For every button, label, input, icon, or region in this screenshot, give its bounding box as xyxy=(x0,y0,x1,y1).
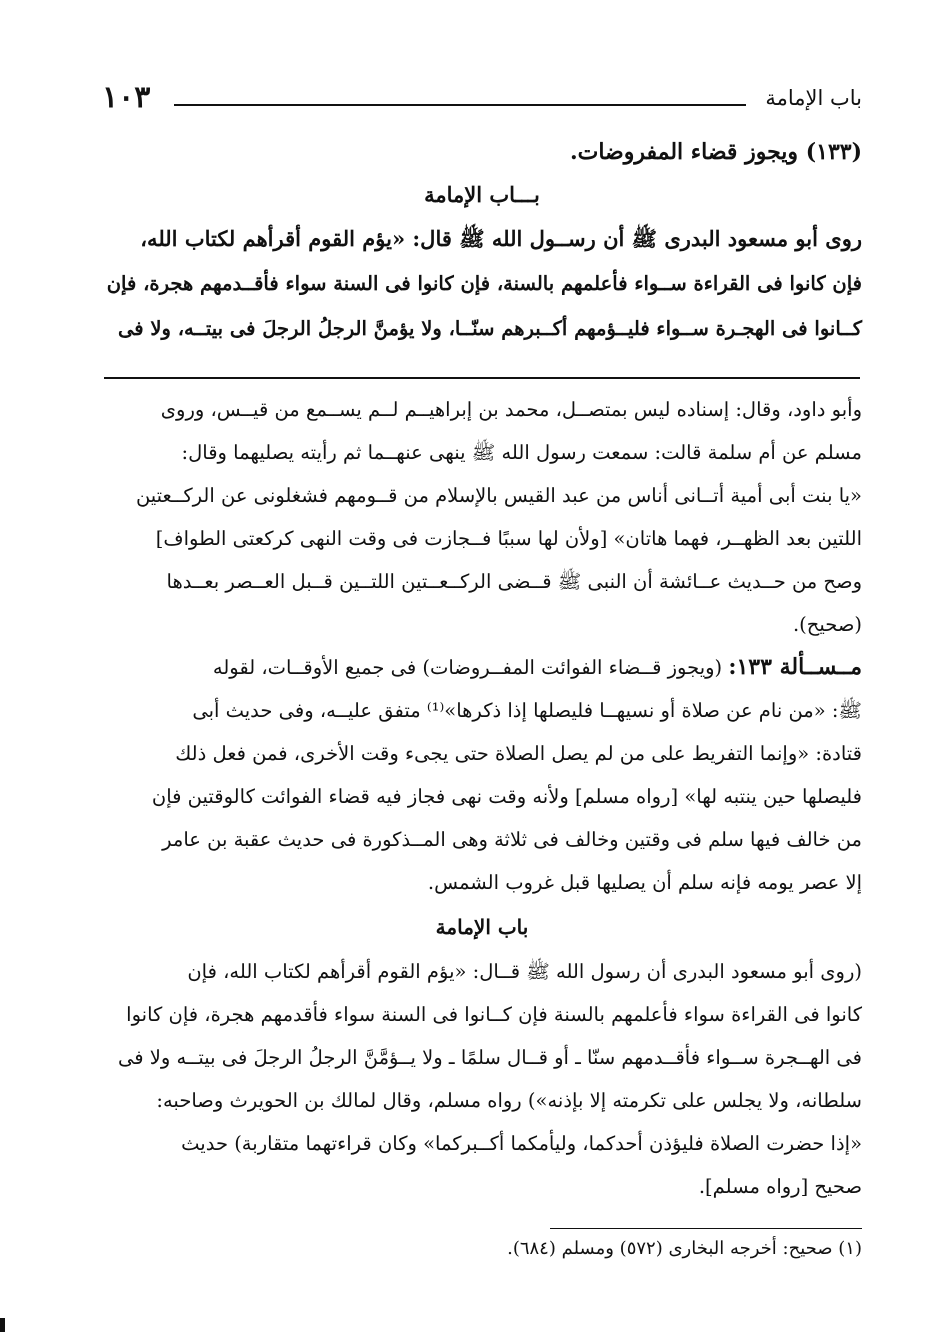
footnote: (١) صحيح: أخرجه البخارى (٥٧٢) ومسلم (٦٨٤). xyxy=(507,1238,862,1259)
matn-line: فإن كانوا فى القراءة ســواء فأعلمهم بالسنة، فإن كانوا فى السنة سواء فأقــدمهم هجرة، فإن xyxy=(106,272,862,295)
issue-label: مــســألة ١٣٣: xyxy=(728,654,862,680)
commentary-line: قتادة: «وإنما التفريط على من لم يصل الصلاة حتى يجىء وقت الأخرى، فمن فعل ذلك xyxy=(175,742,862,765)
matn-line: كــانوا فى الهجـرة ســواء فليــؤمهم أكــبرهم سنّــا، ولا يؤمنَّ الرجلُ الرجلَ فى بيتــه، ولا فى xyxy=(118,317,862,340)
commentary-line: (روى أبو مسعود البدرى أن رسول الله ﷺ قــال: «يؤم القوم أقرأهم لكتاب الله، فإن xyxy=(187,960,862,983)
commentary-line: إلا عصر يومه فإنه سلم أن يصليها قبل غروب الشمس. xyxy=(427,871,862,894)
commentary-line: مسلم عن أم سلمة قالت: سمعت رسول الله ﷺ ينهى عنهــما ثم رأيته يصليهما وقال: xyxy=(181,441,862,464)
issue-line xyxy=(102,646,862,689)
running-header xyxy=(102,80,862,126)
commentary-line: «يا بنت أبى أمية أتــانى أناس من عبد القيس بالإسلام من قــومهم فشغلونى عن الركــعتين xyxy=(135,484,862,507)
matn-line: روى أبو مسعود البدرى ﷺ أن رســول الله ﷺ قال: «يؤم القوم أقرأهم لكتاب الله، xyxy=(140,226,862,251)
commentary-line: وأبو داود، وقال: إسناده ليس بمتصــل، محمد بن إبراهيــم لــم يســمع من قيــس، وروى xyxy=(160,398,862,421)
footnote-rule xyxy=(550,1228,862,1229)
commentary-line: فليصلها حين ينتبه لها» [رواه مسلم] ولأنه وقت نهى فجاز فيه قضاء الفوائت كالوقتين فإن xyxy=(151,785,862,808)
matn-section xyxy=(102,130,862,351)
commentary-line: ﷺ: «من نام عن صلاة أو نسيهــا فليصلها إذا ذكرها»⁽¹⁾ متفق عليــه، وفى حديث أبى xyxy=(192,699,862,722)
commentary-line: اللتين بعد الظهــر، فهما هاتان» [ولأن لها سببًا فــجازت فى وقت النهى كركعتى الطواف] xyxy=(155,527,862,550)
page-number: ١٠٣ xyxy=(102,80,151,115)
commentary-line: وصح من حــديث عــائشة أن النبى ﷺ قــضى الركــعــتين اللتــين قــبل العــصر بعــدها xyxy=(166,570,862,593)
commentary-line: كانوا فى القراءة سواء فأعلمهم بالسنة فإن كــانوا فى السنة سواء فأقدمهم هجرة، فإن كانوا xyxy=(126,1003,862,1026)
commentary-line: سلطانه، ولا يجلس على تكرمته إلا بإذنه») رواه مسلم، وقال لمالك بن الحويرث وصاحبه: xyxy=(156,1089,862,1112)
commentary-chapter-heading: باب الإمامة xyxy=(435,915,529,939)
matn-separator-rule xyxy=(104,377,860,379)
commentary-line: فى الهــجرة ســواء فأقــدمهم سنّا ـ أو قــال سلمًا ـ ولا يــؤمَّنَّ الرجلُ الرجلَ فى بيتــه ولا فى xyxy=(117,1046,862,1069)
commentary-section xyxy=(102,388,862,1208)
issue-heading: (١٣٣) ويجوز قضاء المفروضات. xyxy=(569,139,862,165)
matn-paragraph xyxy=(102,216,862,351)
scan-mark xyxy=(0,1318,5,1332)
commentary-line: صحيح [رواه مسلم]. xyxy=(698,1175,862,1198)
commentary-line: (صحيح). xyxy=(792,613,862,636)
matn-chapter-heading: بـــاب الإمامة xyxy=(424,182,540,207)
commentary-line: «إذا حضرت الصلاة فليؤذن أحدكما، وليأمكما أكــبركما» وكان قراءتهما متقاربة) حديث xyxy=(181,1132,862,1155)
header-rule xyxy=(174,104,746,106)
commentary-line: من خالف فيها سلم فى وقتين وخالف فى ثلاثة وهى المــذكورة فى حديث عقبة بن عامر xyxy=(162,828,862,851)
issue-text: (ويجوز قــضاء الفوائت المفــروضات) فى جميع الأوقــات، لقوله xyxy=(212,656,729,679)
running-header-title: باب الإمامة xyxy=(765,86,862,110)
